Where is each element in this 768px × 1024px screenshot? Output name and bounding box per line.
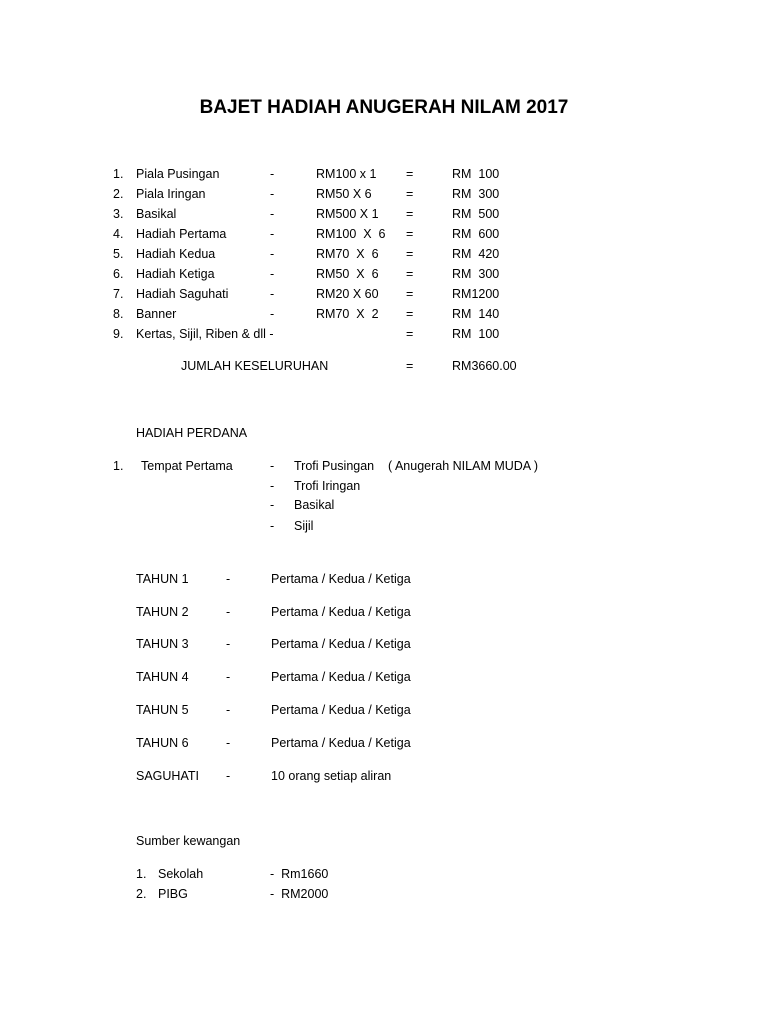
item-name: Piala Pusingan <box>136 167 220 181</box>
sumber-value: - Rm1660 <box>270 867 329 881</box>
tahun-value: Pertama / Kedua / Ketiga <box>271 605 411 619</box>
prize-item: Sijil <box>294 519 314 533</box>
tahun-dash: - <box>226 637 231 651</box>
item-calc: RM50 X 6 <box>316 187 372 201</box>
item-number: 2. <box>113 187 124 201</box>
tahun-value: 10 orang setiap aliran <box>271 769 392 783</box>
item-calc: RM100 X 6 <box>316 227 386 241</box>
sumber-value: - RM2000 <box>270 887 329 901</box>
prize-item: Basikal <box>294 498 335 512</box>
item-number: 8. <box>113 307 124 321</box>
prize-dash: - <box>270 498 275 512</box>
item-total: RM 600 <box>452 227 500 241</box>
item-name: Piala Iringan <box>136 187 206 201</box>
sumber-number: 1. <box>136 867 147 881</box>
item-calc: RM50 X 6 <box>316 267 379 281</box>
prize-item: Trofi Iringan <box>294 479 361 493</box>
item-calc: RM500 X 1 <box>316 207 379 221</box>
page-title: BAJET HADIAH ANUGERAH NILAM 2017 <box>199 97 569 118</box>
tahun-label: TAHUN 6 <box>136 736 189 750</box>
prize-dash: - <box>270 459 275 473</box>
item-calc: RM70 X 2 <box>316 307 379 321</box>
tahun-dash: - <box>226 703 231 717</box>
item-total: RM 100 <box>452 327 500 341</box>
item-number: 6. <box>113 267 124 281</box>
item-dash: - <box>270 287 275 301</box>
tahun-label: TAHUN 1 <box>136 572 189 586</box>
grand-total-value: RM3660.00 <box>452 359 517 373</box>
prize-dash: - <box>270 519 275 533</box>
tahun-value: Pertama / Kedua / Ketiga <box>271 670 411 684</box>
item-equals: = <box>406 167 414 181</box>
item-equals: = <box>406 207 414 221</box>
item-number: 7. <box>113 287 124 301</box>
item-dash: - <box>270 187 275 201</box>
sumber-name: PIBG <box>158 887 188 901</box>
item-total: RM1200 <box>452 287 500 301</box>
item-dash: - <box>270 167 275 181</box>
item-total: RM 300 <box>452 267 500 281</box>
item-dash: - <box>270 247 275 261</box>
item-equals: = <box>406 287 414 301</box>
item-equals: = <box>406 227 414 241</box>
prize-item: Trofi Pusingan ( Anugerah NILAM MUDA ) <box>294 459 539 473</box>
grand-total-label: JUMLAH KESELURUHAN <box>181 359 329 373</box>
item-dash: - <box>270 267 275 281</box>
item-total: RM 100 <box>452 167 500 181</box>
perdana-place: Tempat Pertama <box>141 459 233 473</box>
tahun-label: SAGUHATI <box>136 769 199 783</box>
tahun-dash: - <box>226 769 231 783</box>
item-name: Hadiah Saguhati <box>136 287 229 301</box>
tahun-value: Pertama / Kedua / Ketiga <box>271 637 411 651</box>
item-number: 9. <box>113 327 124 341</box>
item-number: 5. <box>113 247 124 261</box>
item-total: RM 500 <box>452 207 500 221</box>
item-total: RM 140 <box>452 307 500 321</box>
item-name: Hadiah Pertama <box>136 227 227 241</box>
prize-dash: - <box>270 479 275 493</box>
tahun-dash: - <box>226 572 231 586</box>
item-equals: = <box>406 247 414 261</box>
item-calc: RM100 x 1 <box>316 167 377 181</box>
item-name: Banner <box>136 307 177 321</box>
item-calc: RM20 X 60 <box>316 287 379 301</box>
sumber-number: 2. <box>136 887 147 901</box>
tahun-label: TAHUN 3 <box>136 637 189 651</box>
item-name: Basikal <box>136 207 177 221</box>
item-equals: = <box>406 327 414 341</box>
hadiah-perdana-heading: HADIAH PERDANA <box>136 426 248 440</box>
tahun-dash: - <box>226 605 231 619</box>
sumber-name: Sekolah <box>158 867 204 881</box>
item-name: Kertas, Sijil, Riben & dll - <box>136 327 274 341</box>
tahun-dash: - <box>226 670 231 684</box>
tahun-value: Pertama / Kedua / Ketiga <box>271 703 411 717</box>
grand-total-equals: = <box>406 359 414 373</box>
tahun-label: TAHUN 2 <box>136 605 189 619</box>
item-equals: = <box>406 187 414 201</box>
item-name: Hadiah Kedua <box>136 247 216 261</box>
tahun-label: TAHUN 4 <box>136 670 189 684</box>
tahun-value: Pertama / Kedua / Ketiga <box>271 572 411 586</box>
item-number: 1. <box>113 167 124 181</box>
item-equals: = <box>406 267 414 281</box>
sumber-heading: Sumber kewangan <box>136 834 241 848</box>
item-dash: - <box>270 207 275 221</box>
item-dash: - <box>270 227 275 241</box>
item-dash: - <box>270 307 275 321</box>
item-total: RM 300 <box>452 187 500 201</box>
item-calc: RM70 X 6 <box>316 247 379 261</box>
perdana-number: 1. <box>113 459 124 473</box>
item-number: 4. <box>113 227 124 241</box>
tahun-value: Pertama / Kedua / Ketiga <box>271 736 411 750</box>
item-total: RM 420 <box>452 247 500 261</box>
item-name: Hadiah Ketiga <box>136 267 215 281</box>
tahun-dash: - <box>226 736 231 750</box>
item-equals: = <box>406 307 414 321</box>
item-number: 3. <box>113 207 124 221</box>
tahun-label: TAHUN 5 <box>136 703 189 717</box>
